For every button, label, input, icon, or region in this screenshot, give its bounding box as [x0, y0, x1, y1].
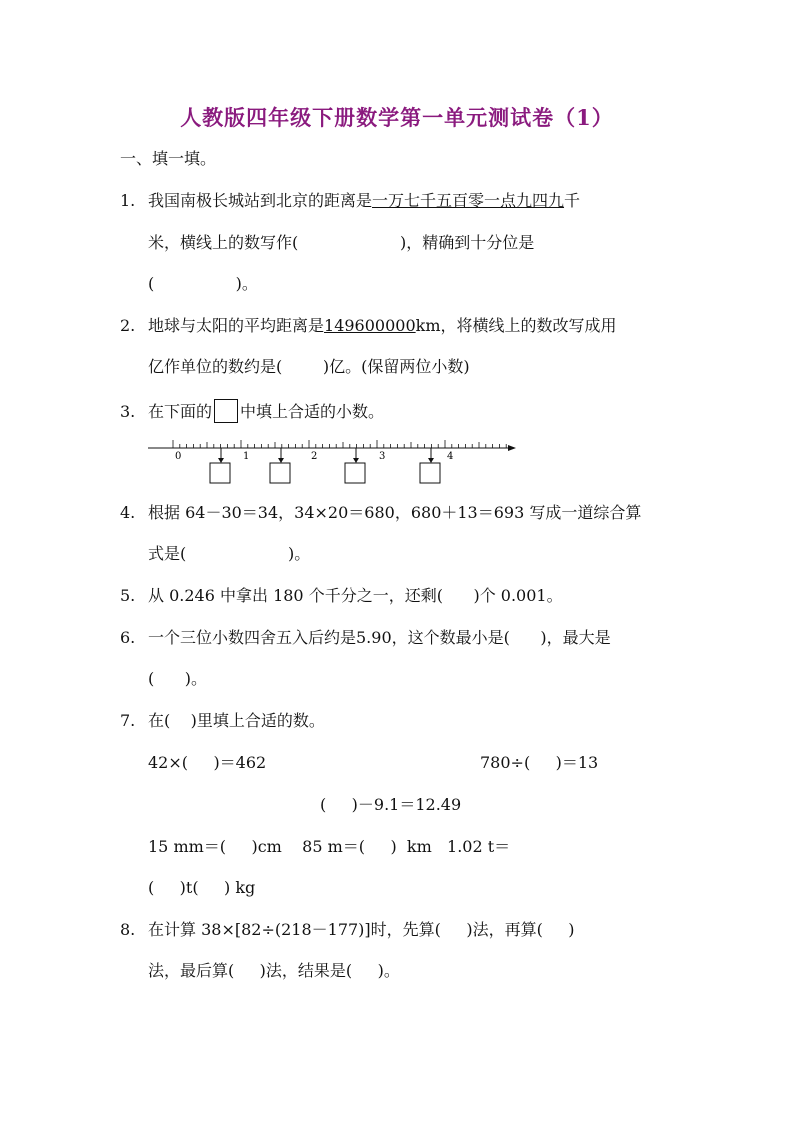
question-5-line-1: [120, 585, 563, 607]
question-1-line-2: 米，横线上的数写作( )，精确到十分位是: [148, 233, 535, 252]
question-1-line-1: [120, 190, 580, 212]
question-number: 2.: [120, 316, 136, 335]
page-title: 人教版四年级下册数学第一单元测试卷（1）: [180, 105, 614, 130]
equation-1: 42×( )＝462: [148, 753, 267, 772]
question-7-line-5: ( )t( ) kg: [148, 878, 256, 897]
question-text: 地球与太阳的平均距离是: [148, 316, 325, 335]
number-line-labels: [175, 451, 453, 462]
question-number: 6.: [120, 628, 136, 647]
arrow-down-icon: [428, 458, 434, 463]
question-text: 在( )里填上合适的数。: [148, 711, 325, 730]
underlined-number: 一万七千五百零一点九四九: [372, 191, 565, 210]
arrow-down-icon: [278, 458, 284, 463]
question-7-line-1: [120, 710, 325, 732]
question-2-line-1: [120, 315, 617, 337]
question-3-line-1: [120, 399, 384, 423]
question-text: km，将横线上的数改写成用: [415, 316, 617, 335]
arrow-head-icon: [508, 445, 516, 451]
question-8-line-1: [120, 919, 575, 941]
question-8-line-2: 法，最后算( )法，结果是( )。: [148, 961, 400, 980]
question-1-line-3: ( )。: [148, 274, 258, 293]
number-line-ticks: [173, 440, 506, 448]
number-line: [148, 438, 518, 488]
question-4-line-2: 式是( )。: [148, 544, 311, 563]
question-number: 7.: [120, 711, 136, 730]
answer-box[interactable]: [420, 463, 440, 483]
tick-label: 2: [311, 451, 318, 462]
underlined-number: 149600000: [324, 316, 416, 335]
question-text: 根据 64－30＝34，34×20＝680，680＋13＝693 写成一道综合算: [148, 503, 642, 522]
question-number: 8.: [120, 920, 136, 939]
arrow-down-icon: [353, 458, 359, 463]
question-text: 在下面的: [148, 402, 213, 421]
question-text: 从 0.246 中拿出 180 个千分之一，还剩( )个 0.001。: [148, 586, 563, 605]
question-number: 3.: [120, 402, 136, 421]
question-text: 中填上合适的小数。: [240, 402, 385, 421]
tick-label: 4: [447, 451, 454, 462]
question-text: 我国南极长城站到北京的距离是: [148, 191, 373, 210]
question-number: 4.: [120, 503, 136, 522]
question-6-line-2: ( )。: [148, 669, 208, 688]
question-text: 千: [564, 191, 581, 210]
tick-label: 1: [243, 451, 250, 462]
section-heading: 一、填一填。: [120, 149, 217, 168]
arrow-down-icon: [218, 458, 224, 463]
equation-3: ( )－9.1＝12.49: [320, 795, 462, 814]
equation-2: 780÷( )＝13: [480, 753, 599, 772]
answer-box[interactable]: [345, 463, 365, 483]
question-number: 1.: [120, 191, 136, 210]
answer-box-icon: [214, 399, 238, 423]
question-text: 一个三位小数四舍五入后约是5.90，这个数最小是( )，最大是: [148, 628, 611, 647]
question-4-line-1: [120, 502, 641, 524]
tick-label: 3: [379, 451, 386, 462]
question-6-line-1: [120, 627, 611, 649]
tick-label: 0: [175, 451, 182, 462]
answer-box[interactable]: [210, 463, 230, 483]
answer-box[interactable]: [270, 463, 290, 483]
question-2-line-2: 亿作单位的数约是( )亿。(保留两位小数): [148, 357, 470, 376]
question-7-line-4: 15 mm＝( )cm 85 m＝( ) km 1.02 t＝: [148, 837, 511, 856]
question-number: 5.: [120, 586, 136, 605]
question-text: 在计算 38×[82÷(218－177)]时，先算( )法，再算( ): [148, 920, 575, 939]
